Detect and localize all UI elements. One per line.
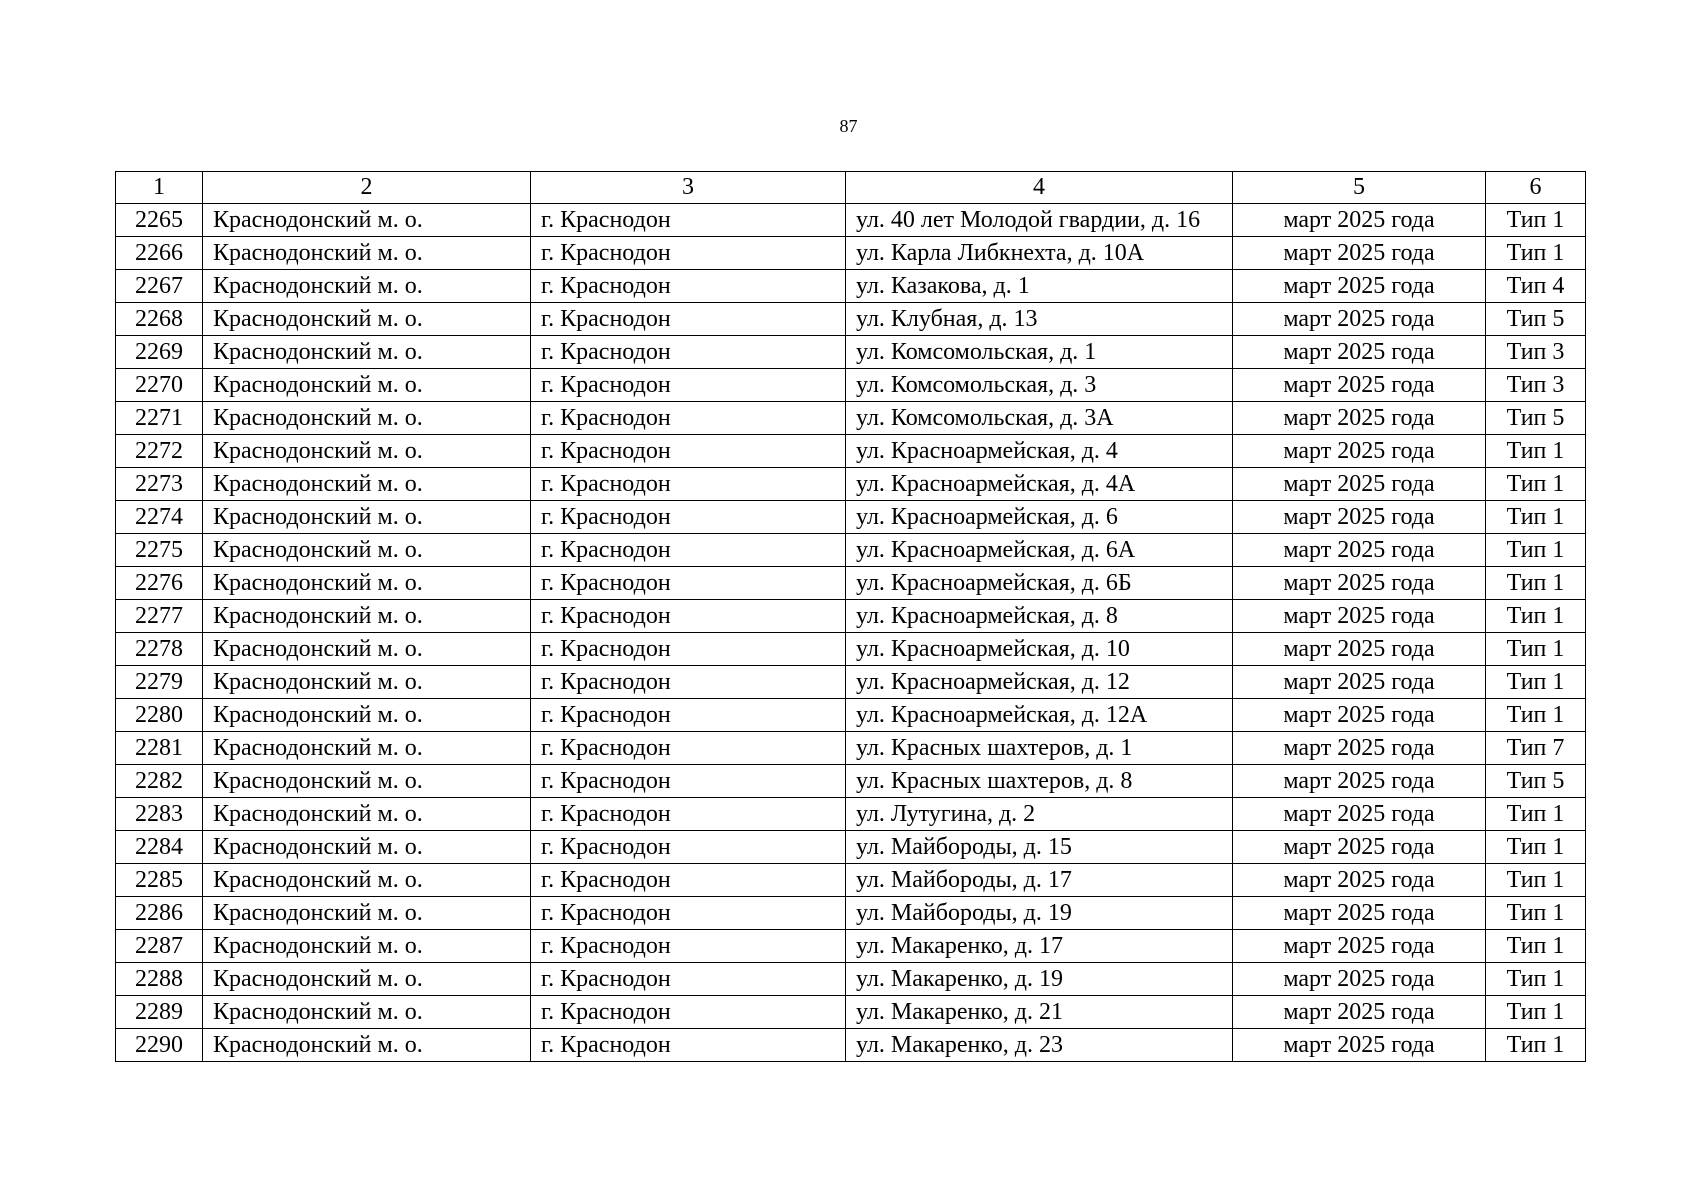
cell-number: 2275 (116, 534, 203, 567)
cell-number: 2266 (116, 237, 203, 270)
cell-city: г. Краснодон (531, 402, 846, 435)
cell-district: Краснодонский м. о. (203, 270, 531, 303)
table-row (116, 963, 1586, 996)
cell-type: Тип 1 (1486, 897, 1586, 930)
cell-date: март 2025 года (1233, 798, 1486, 831)
cell-district: Краснодонский м. о. (203, 336, 531, 369)
table-row (116, 567, 1586, 600)
cell-city: г. Краснодон (531, 534, 846, 567)
cell-city: г. Краснодон (531, 237, 846, 270)
cell-type: Тип 4 (1486, 270, 1586, 303)
cell-district: Краснодонский м. о. (203, 435, 531, 468)
cell-date: март 2025 года (1233, 1029, 1486, 1062)
cell-type: Тип 1 (1486, 996, 1586, 1029)
cell-number: 2289 (116, 996, 203, 1029)
cell-type: Тип 1 (1486, 864, 1586, 897)
cell-number: 2279 (116, 666, 203, 699)
cell-number: 2290 (116, 1029, 203, 1062)
cell-type: Тип 1 (1486, 699, 1586, 732)
cell-address: ул. Казакова, д. 1 (846, 270, 1233, 303)
cell-type: Тип 1 (1486, 963, 1586, 996)
cell-address: ул. Клубная, д. 13 (846, 303, 1233, 336)
cell-district: Краснодонский м. о. (203, 402, 531, 435)
cell-address: ул. Красноармейская, д. 6 (846, 501, 1233, 534)
cell-number: 2272 (116, 435, 203, 468)
table-row (116, 864, 1586, 897)
cell-district: Краснодонский м. о. (203, 600, 531, 633)
cell-district: Краснодонский м. о. (203, 567, 531, 600)
cell-number: 2267 (116, 270, 203, 303)
table-row (116, 831, 1586, 864)
column-header-city: 3 (531, 172, 846, 204)
cell-date: март 2025 года (1233, 897, 1486, 930)
cell-address: ул. Красноармейская, д. 12А (846, 699, 1233, 732)
cell-type: Тип 1 (1486, 435, 1586, 468)
cell-date: март 2025 года (1233, 534, 1486, 567)
table-row (116, 270, 1586, 303)
table-row (116, 765, 1586, 798)
cell-address: ул. Комсомольская, д. 3 (846, 369, 1233, 402)
cell-type: Тип 1 (1486, 930, 1586, 963)
table-row (116, 600, 1586, 633)
cell-city: г. Краснодон (531, 270, 846, 303)
cell-district: Краснодонский м. о. (203, 798, 531, 831)
cell-address: ул. Макаренко, д. 23 (846, 1029, 1233, 1062)
cell-number: 2276 (116, 567, 203, 600)
cell-city: г. Краснодон (531, 732, 846, 765)
cell-city: г. Краснодон (531, 897, 846, 930)
cell-date: март 2025 года (1233, 765, 1486, 798)
cell-city: г. Краснодон (531, 468, 846, 501)
cell-address: ул. Красноармейская, д. 10 (846, 633, 1233, 666)
cell-city: г. Краснодон (531, 699, 846, 732)
cell-type: Тип 3 (1486, 369, 1586, 402)
cell-number: 2274 (116, 501, 203, 534)
table-row (116, 633, 1586, 666)
cell-type: Тип 1 (1486, 567, 1586, 600)
cell-city: г. Краснодон (531, 501, 846, 534)
cell-type: Тип 7 (1486, 732, 1586, 765)
cell-type: Тип 1 (1486, 798, 1586, 831)
table-row (116, 1029, 1586, 1062)
cell-number: 2280 (116, 699, 203, 732)
registry-table (115, 171, 1586, 1062)
cell-city: г. Краснодон (531, 765, 846, 798)
cell-city: г. Краснодон (531, 996, 846, 1029)
cell-address: ул. Красноармейская, д. 4 (846, 435, 1233, 468)
cell-city: г. Краснодон (531, 1029, 846, 1062)
cell-address: ул. Красноармейская, д. 6Б (846, 567, 1233, 600)
cell-district: Краснодонский м. о. (203, 897, 531, 930)
cell-address: ул. Лутугина, д. 2 (846, 798, 1233, 831)
table-row (116, 897, 1586, 930)
table-row (116, 336, 1586, 369)
cell-type: Тип 1 (1486, 468, 1586, 501)
cell-type: Тип 5 (1486, 765, 1586, 798)
cell-city: г. Краснодон (531, 567, 846, 600)
cell-number: 2288 (116, 963, 203, 996)
cell-type: Тип 5 (1486, 303, 1586, 336)
cell-address: ул. Красных шахтеров, д. 1 (846, 732, 1233, 765)
cell-city: г. Краснодон (531, 633, 846, 666)
column-header-type: 6 (1486, 172, 1586, 204)
cell-date: март 2025 года (1233, 567, 1486, 600)
cell-date: март 2025 года (1233, 996, 1486, 1029)
cell-date: март 2025 года (1233, 633, 1486, 666)
cell-city: г. Краснодон (531, 963, 846, 996)
table-row (116, 369, 1586, 402)
cell-district: Краснодонский м. о. (203, 303, 531, 336)
cell-type: Тип 5 (1486, 402, 1586, 435)
cell-address: ул. Комсомольская, д. 1 (846, 336, 1233, 369)
cell-address: ул. Красных шахтеров, д. 8 (846, 765, 1233, 798)
cell-district: Краснодонский м. о. (203, 501, 531, 534)
cell-date: март 2025 года (1233, 303, 1486, 336)
cell-number: 2270 (116, 369, 203, 402)
cell-date: март 2025 года (1233, 963, 1486, 996)
cell-district: Краснодонский м. о. (203, 996, 531, 1029)
column-header-address: 4 (846, 172, 1233, 204)
cell-date: март 2025 года (1233, 732, 1486, 765)
cell-address: ул. Макаренко, д. 17 (846, 930, 1233, 963)
table-row (116, 303, 1586, 336)
cell-type: Тип 1 (1486, 534, 1586, 567)
cell-date: март 2025 года (1233, 831, 1486, 864)
table-header-row (116, 172, 1586, 204)
cell-address: ул. Красноармейская, д. 4А (846, 468, 1233, 501)
cell-date: март 2025 года (1233, 435, 1486, 468)
cell-address: ул. Комсомольская, д. 3А (846, 402, 1233, 435)
column-header-district: 2 (203, 172, 531, 204)
cell-district: Краснодонский м. о. (203, 204, 531, 237)
table-row (116, 699, 1586, 732)
cell-address: ул. Красноармейская, д. 6А (846, 534, 1233, 567)
cell-district: Краснодонский м. о. (203, 1029, 531, 1062)
table-row (116, 534, 1586, 567)
cell-number: 2284 (116, 831, 203, 864)
cell-type: Тип 1 (1486, 666, 1586, 699)
cell-number: 2278 (116, 633, 203, 666)
cell-number: 2273 (116, 468, 203, 501)
cell-date: март 2025 года (1233, 468, 1486, 501)
cell-district: Краснодонский м. о. (203, 864, 531, 897)
page-number: 87 (839, 116, 858, 136)
cell-date: март 2025 года (1233, 237, 1486, 270)
table-row (116, 237, 1586, 270)
table-row (116, 930, 1586, 963)
cell-date: март 2025 года (1233, 600, 1486, 633)
cell-address: ул. 40 лет Молодой гвардии, д. 16 (846, 204, 1233, 237)
cell-type: Тип 3 (1486, 336, 1586, 369)
cell-number: 2285 (116, 864, 203, 897)
cell-number: 2287 (116, 930, 203, 963)
table-row (116, 435, 1586, 468)
cell-address: ул. Карла Либкнехта, д. 10А (846, 237, 1233, 270)
cell-type: Тип 1 (1486, 831, 1586, 864)
registry-table-body (116, 172, 1586, 1062)
cell-date: март 2025 года (1233, 864, 1486, 897)
cell-number: 2283 (116, 798, 203, 831)
cell-address: ул. Майбороды, д. 19 (846, 897, 1233, 930)
cell-number: 2277 (116, 600, 203, 633)
cell-address: ул. Майбороды, д. 15 (846, 831, 1233, 864)
cell-date: март 2025 года (1233, 204, 1486, 237)
cell-district: Краснодонский м. о. (203, 831, 531, 864)
table-row (116, 732, 1586, 765)
cell-date: март 2025 года (1233, 270, 1486, 303)
cell-type: Тип 1 (1486, 600, 1586, 633)
cell-district: Краснодонский м. о. (203, 534, 531, 567)
cell-district: Краснодонский м. о. (203, 468, 531, 501)
table-row (116, 402, 1586, 435)
cell-district: Краснодонский м. о. (203, 963, 531, 996)
table-row (116, 501, 1586, 534)
cell-district: Краснодонский м. о. (203, 930, 531, 963)
cell-district: Краснодонский м. о. (203, 765, 531, 798)
cell-city: г. Краснодон (531, 666, 846, 699)
cell-number: 2271 (116, 402, 203, 435)
cell-city: г. Краснодон (531, 600, 846, 633)
cell-district: Краснодонский м. о. (203, 732, 531, 765)
cell-district: Краснодонский м. о. (203, 369, 531, 402)
cell-address: ул. Красноармейская, д. 12 (846, 666, 1233, 699)
cell-type: Тип 1 (1486, 633, 1586, 666)
cell-number: 2268 (116, 303, 203, 336)
cell-date: март 2025 года (1233, 336, 1486, 369)
cell-number: 2286 (116, 897, 203, 930)
table-row (116, 798, 1586, 831)
cell-number: 2269 (116, 336, 203, 369)
cell-type: Тип 1 (1486, 1029, 1586, 1062)
cell-city: г. Краснодон (531, 336, 846, 369)
cell-city: г. Краснодон (531, 798, 846, 831)
cell-address: ул. Майбороды, д. 17 (846, 864, 1233, 897)
cell-type: Тип 1 (1486, 237, 1586, 270)
cell-date: март 2025 года (1233, 501, 1486, 534)
cell-city: г. Краснодон (531, 435, 846, 468)
cell-city: г. Краснодон (531, 303, 846, 336)
cell-city: г. Краснодон (531, 930, 846, 963)
cell-date: март 2025 года (1233, 402, 1486, 435)
cell-date: март 2025 года (1233, 699, 1486, 732)
cell-number: 2281 (116, 732, 203, 765)
cell-city: г. Краснодон (531, 864, 846, 897)
cell-district: Краснодонский м. о. (203, 237, 531, 270)
cell-date: март 2025 года (1233, 369, 1486, 402)
cell-city: г. Краснодон (531, 369, 846, 402)
cell-address: ул. Красноармейская, д. 8 (846, 600, 1233, 633)
cell-type: Тип 1 (1486, 204, 1586, 237)
cell-city: г. Краснодон (531, 831, 846, 864)
column-header-date: 5 (1233, 172, 1486, 204)
cell-date: март 2025 года (1233, 666, 1486, 699)
table-row (116, 996, 1586, 1029)
column-header-number: 1 (116, 172, 203, 204)
table-row (116, 666, 1586, 699)
table-row (116, 468, 1586, 501)
cell-city: г. Краснодон (531, 204, 846, 237)
cell-district: Краснодонский м. о. (203, 666, 531, 699)
cell-type: Тип 1 (1486, 501, 1586, 534)
cell-district: Краснодонский м. о. (203, 633, 531, 666)
cell-date: март 2025 года (1233, 930, 1486, 963)
cell-district: Краснодонский м. о. (203, 699, 531, 732)
table-row (116, 204, 1586, 237)
cell-number: 2265 (116, 204, 203, 237)
cell-address: ул. Макаренко, д. 21 (846, 996, 1233, 1029)
cell-address: ул. Макаренко, д. 19 (846, 963, 1233, 996)
cell-number: 2282 (116, 765, 203, 798)
